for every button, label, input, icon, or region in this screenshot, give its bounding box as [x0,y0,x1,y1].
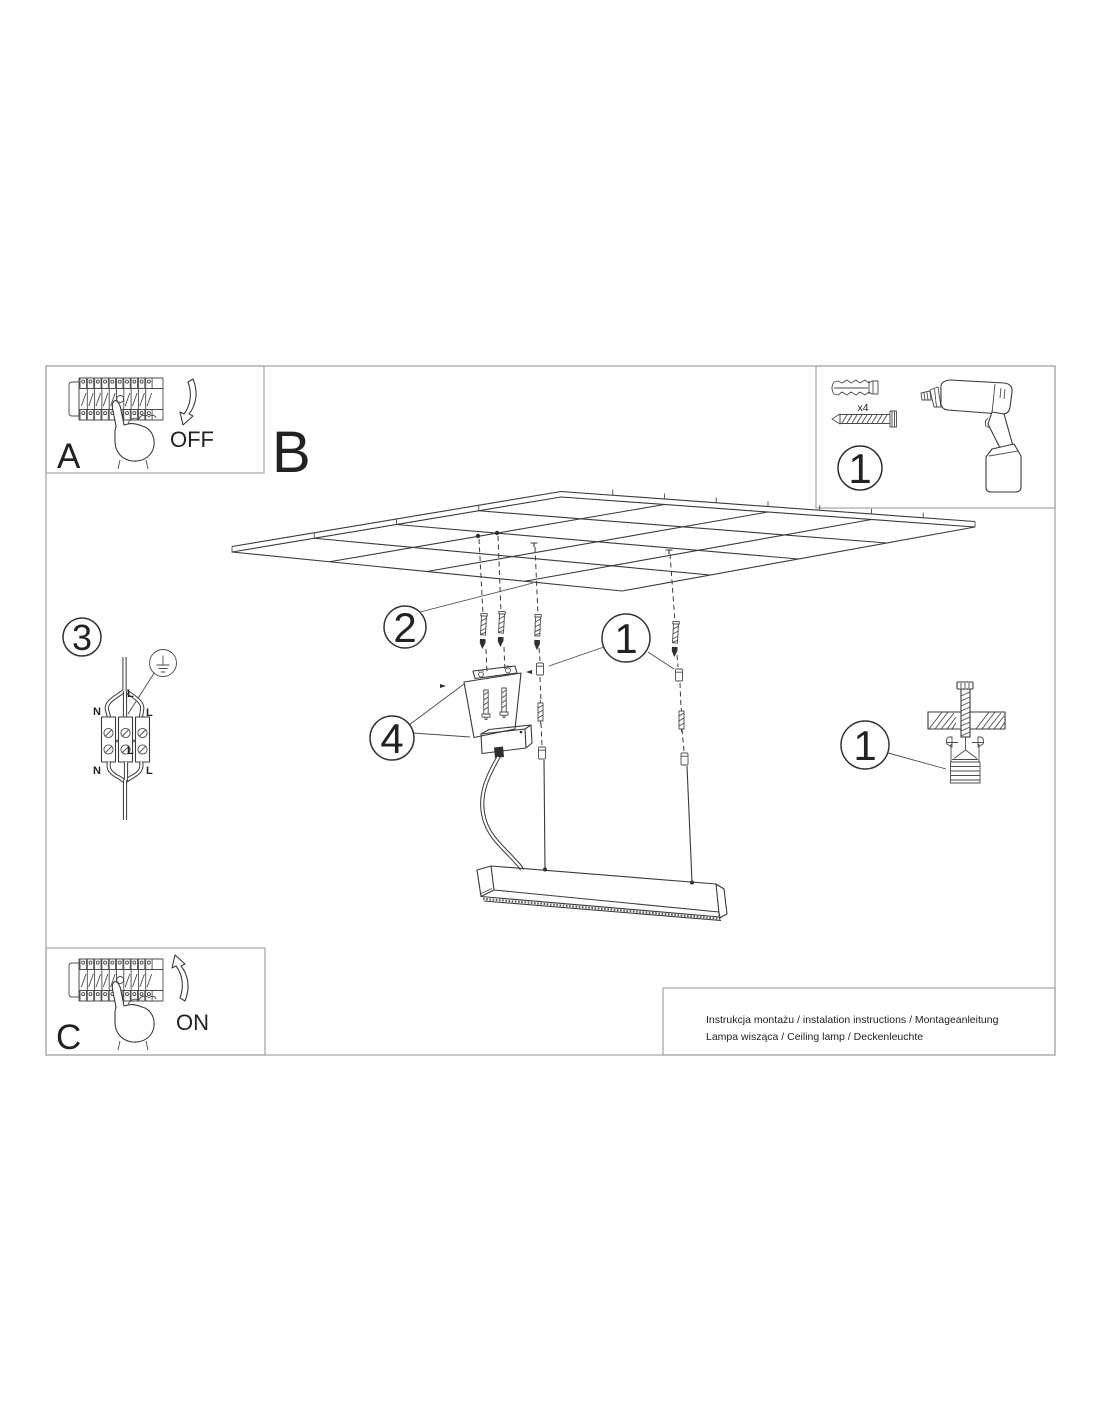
callout-anchor-number: 1 [853,722,877,769]
callout-3-number: 3 [71,617,93,658]
ground-symbol-icon [150,650,177,677]
wire-label-bottom-left: N [93,765,101,777]
main-frame [46,366,1055,1055]
terminal-block [102,717,150,762]
canopy [437,666,535,870]
wire-label-top-right: L [146,707,153,719]
callout-4-number: 4 [380,715,404,762]
ceiling-grid [232,490,975,591]
anchor-quantity-label: x4 [857,402,869,414]
step-a [57,378,214,476]
footer [706,1014,999,1043]
set-screw-left [437,684,446,688]
footer-line2: Lampa wisząca / Ceiling lamp / Deckenleuchte [706,1031,924,1043]
exit-cable [109,762,142,820]
set-screw-right [526,670,535,674]
wire-label-top-center: L [127,688,134,700]
wall-plug-icon [832,380,878,395]
power-cord [482,757,522,870]
wiring-detail [63,617,177,820]
lamp-endcap-right [716,884,727,918]
step-a-label: A [57,437,81,476]
suspension-wire-left [544,760,545,869]
supply-cable [107,657,142,717]
drill-icon [921,380,1021,492]
cord-adjuster [537,663,544,675]
wire-label-top-left: N [93,706,101,718]
pendant-lamp [477,866,727,921]
canopy-body [464,673,521,738]
step-b-label: B [272,420,311,485]
callout-1-number: 1 [614,615,638,662]
step-a-action: OFF [170,427,214,452]
callout-canopy [370,684,470,762]
anchor-section-detail [841,682,1005,783]
step-c-action: ON [176,1010,209,1035]
curved-arrow-up-icon [172,955,188,1001]
wire-label-bottom-right: L [146,765,153,777]
parts-badge-number: 1 [848,445,872,492]
callout-2-number: 2 [393,604,417,651]
driver-box [481,725,532,754]
suspension-wire-right [687,766,692,882]
footer-line1: Instrukcja montażu / instalation instructions / Montageanleitung [706,1014,999,1026]
step-c-label: C [56,1018,82,1057]
cord-grommet [494,747,504,759]
hand-icon [112,401,156,469]
callout-grid-screws [384,583,533,651]
suspension-hanger [946,737,984,783]
parts-box-content [832,380,1021,492]
callout-suspension [549,614,674,669]
curved-arrow-down-icon [180,379,196,425]
step-c [56,955,209,1057]
wire-label-center: L [127,745,134,757]
hand-icon [112,982,156,1050]
